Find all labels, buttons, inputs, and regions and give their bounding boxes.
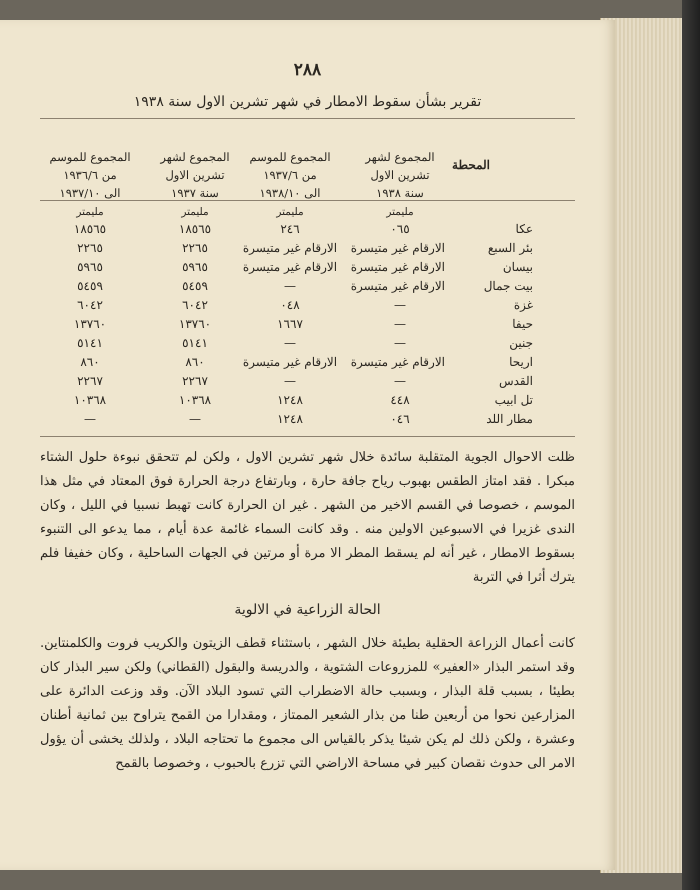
table-cell: — xyxy=(284,336,296,350)
table-cell: ٦٠٤٢ xyxy=(77,298,103,312)
table-cell: ٢٢٦٥ xyxy=(182,241,208,255)
table-cell: ٥٩٦٥ xyxy=(182,260,208,274)
table-cell: الارقام غير متيسرة xyxy=(242,260,338,274)
station-name: عكا xyxy=(515,222,533,236)
column-header-oct-1937 xyxy=(155,148,235,202)
station-name: مطار اللد xyxy=(486,412,533,426)
table-cell: ١٣٧٦٠ xyxy=(178,317,212,331)
table-cell: — xyxy=(394,317,406,331)
station-name: جنين xyxy=(509,336,533,350)
weather-paragraph: ظلت الاحوال الجوية المتقلبة سائدة خلال شهر تشرين الاول ، ولكن لم تتحقق نبوءة حلول الشتاء مبكرا . فقد امتاز الطقس بهبوب رياح جافة حارة ، وبارتفاع درجة الحرارة فوق المعتاد في مثل هذا الموسم ، خصوصا في القسم الاخير من الشهر . غير ان الحرارة كانت تهبط نسبيا في الليل ، وكان الندى غزيرا في الاسبوعين الاولين منه . وقد كانت السماء غائمة عدة أيام ، مما يدعو الى التنبوء بسقوط الامطار ، غير أنه لم يسقط المطر الا مرة أو مرتين في الجهات الساحلية ، وكان خفيفا فلم يترك أثرا في التربة xyxy=(40,450,575,585)
table-cell: ٠٤٨ xyxy=(280,298,300,312)
table-cell: — xyxy=(394,336,406,350)
column-header-season-1937 xyxy=(40,148,140,202)
book-cover xyxy=(682,0,700,890)
table-row xyxy=(0,412,615,431)
table-row xyxy=(0,374,615,393)
page-number: ٢٨٨ xyxy=(293,60,322,80)
table-cell: ٢٢٦٧ xyxy=(77,374,103,388)
book-page xyxy=(0,20,615,870)
column-header-season-1938 xyxy=(235,148,345,202)
station-column-header: المحطة xyxy=(452,158,490,172)
station-name: غزة xyxy=(513,298,533,312)
table-cell: ٥١٤١ xyxy=(77,336,103,350)
table-row xyxy=(0,393,615,412)
table-cell: ١٢٤٨ xyxy=(277,393,303,407)
table-cell: ٨٦٠ xyxy=(80,355,100,369)
unit-label: مليمتر xyxy=(276,206,304,218)
table-cell: — xyxy=(284,374,296,388)
header-line: من ١٩٣٦/٦ xyxy=(63,168,117,182)
unit-label: مليمتر xyxy=(386,206,414,218)
header-line: المجموع لشهر xyxy=(365,150,435,164)
table-cell: — xyxy=(189,412,201,426)
table-cell: الارقام غير متيسرة xyxy=(350,355,445,369)
table-cell: الارقام غير متيسرة xyxy=(242,241,338,255)
header-line: سنة ١٩٣٧ xyxy=(171,186,219,200)
header-line: الى ١٩٣٧/١٠ xyxy=(59,186,121,200)
station-name: حيفا xyxy=(512,317,533,331)
header-line: الى ١٩٣٨/١٠ xyxy=(259,186,321,200)
table-row xyxy=(0,355,615,374)
agriculture-paragraph: كانت أعمال الزراعة الحقلية بطيئة خلال الشهر ، باستثناء قطف الزيتون والكريب فروت والكلمنتاين. وقد استمر البذار «العفير» للمزروعات الشتوية ، والدريسة والبقول (القطاني) ولكن سير البذار كان بطيئا ، بسبب قلة البذار ، وبسبب حالة الاضطراب التي تسود البلاد الآن. وقد وزعت الدائرة على المزارعين نحوا من أربعين طنا من بذار الشعير الممتاز ، ومقدارا من القمح يتراوح بين ثمانية أطنان وعشرة ، ولكن ذلك لم يكن شيئا يذكر بالقياس الى مجموع ما تحتاجه البلاد ، ولذلك يخشى أن يؤول الامر الى حدوث نقصان كبير في مساحة الاراضي التي تزرع بالحبوب ، وخصوصا بالقمح xyxy=(40,636,575,771)
table-cell: ٥٩٦٥ xyxy=(77,260,103,274)
table-cell: ٤٤٨ xyxy=(390,393,410,407)
section-heading: الحالة الزراعية في الالوية xyxy=(234,602,381,618)
station-name: بئر السبع xyxy=(487,241,533,255)
station-name: اريحا xyxy=(509,355,533,369)
header-line: المجموع لشهر xyxy=(160,150,230,164)
table-cell: ١٠٣٦٨ xyxy=(178,393,212,407)
table-cell: — xyxy=(394,298,406,312)
table-cell: الارقام غير متيسرة xyxy=(242,355,338,369)
table-cell: ١٨٥٦٥ xyxy=(178,222,212,236)
table-cell: ٢٢٦٧ xyxy=(182,374,208,388)
table-row xyxy=(0,298,615,317)
table-cell: — xyxy=(84,412,96,426)
table-cell: ٥١٤١ xyxy=(182,336,208,350)
table-cell: ١٠٣٦٨ xyxy=(73,393,107,407)
table-cell: ١٨٥٦٥ xyxy=(73,222,107,236)
table-header-rule xyxy=(40,200,575,201)
table-cell: ٠٦٥ xyxy=(390,222,410,236)
station-name: تل ابيب xyxy=(494,393,533,407)
table-cell: ٦٠٤٢ xyxy=(182,298,208,312)
table-row xyxy=(0,279,615,298)
station-name: القدس xyxy=(498,374,533,388)
header-line: المجموع للموسم xyxy=(49,150,131,164)
table-cell: ٠٤٦ xyxy=(390,412,410,426)
table-row xyxy=(0,241,615,260)
table-cell: — xyxy=(394,374,406,388)
table-bottom-rule xyxy=(40,436,575,437)
table-cell: — xyxy=(284,279,296,293)
header-line: تشرين الاول xyxy=(165,168,225,182)
table-cell: ١٢٤٨ xyxy=(277,412,303,426)
table-row xyxy=(0,260,615,279)
table-cell: ٨٦٠ xyxy=(185,355,205,369)
header-line: من ١٩٣٧/٦ xyxy=(263,168,317,182)
table-cell: الارقام غير متيسرة xyxy=(350,241,445,255)
table-row xyxy=(0,222,615,241)
header-line: تشرين الاول xyxy=(370,168,430,182)
column-header-oct-1938 xyxy=(355,148,445,202)
table-row xyxy=(0,317,615,336)
header-line: المجموع للموسم xyxy=(249,150,331,164)
header-line: سنة ١٩٣٨ xyxy=(376,186,424,200)
report-title: تقرير بشأن سقوط الامطار في شهر تشرين الاول سنة ١٩٣٨ xyxy=(133,94,482,110)
station-name: بيت جمال xyxy=(483,279,533,293)
station-name: بيسان xyxy=(502,260,533,274)
table-cell: ١٣٧٦٠ xyxy=(73,317,107,331)
table-cell: ٢٢٦٥ xyxy=(77,241,103,255)
unit-label: مليمتر xyxy=(76,206,104,218)
table-cell: ٥٤٥٩ xyxy=(182,279,208,293)
table-row xyxy=(0,336,615,355)
table-cell: ١٦٦٧ xyxy=(277,317,303,331)
table-cell: ٢٤٦ xyxy=(280,222,300,236)
table-cell: الارقام غير متيسرة xyxy=(350,260,445,274)
table-cell: الارقام غير متيسرة xyxy=(350,279,445,293)
table-top-rule xyxy=(40,118,575,119)
unit-label: مليمتر xyxy=(181,206,209,218)
table-cell: ٥٤٥٩ xyxy=(77,279,103,293)
